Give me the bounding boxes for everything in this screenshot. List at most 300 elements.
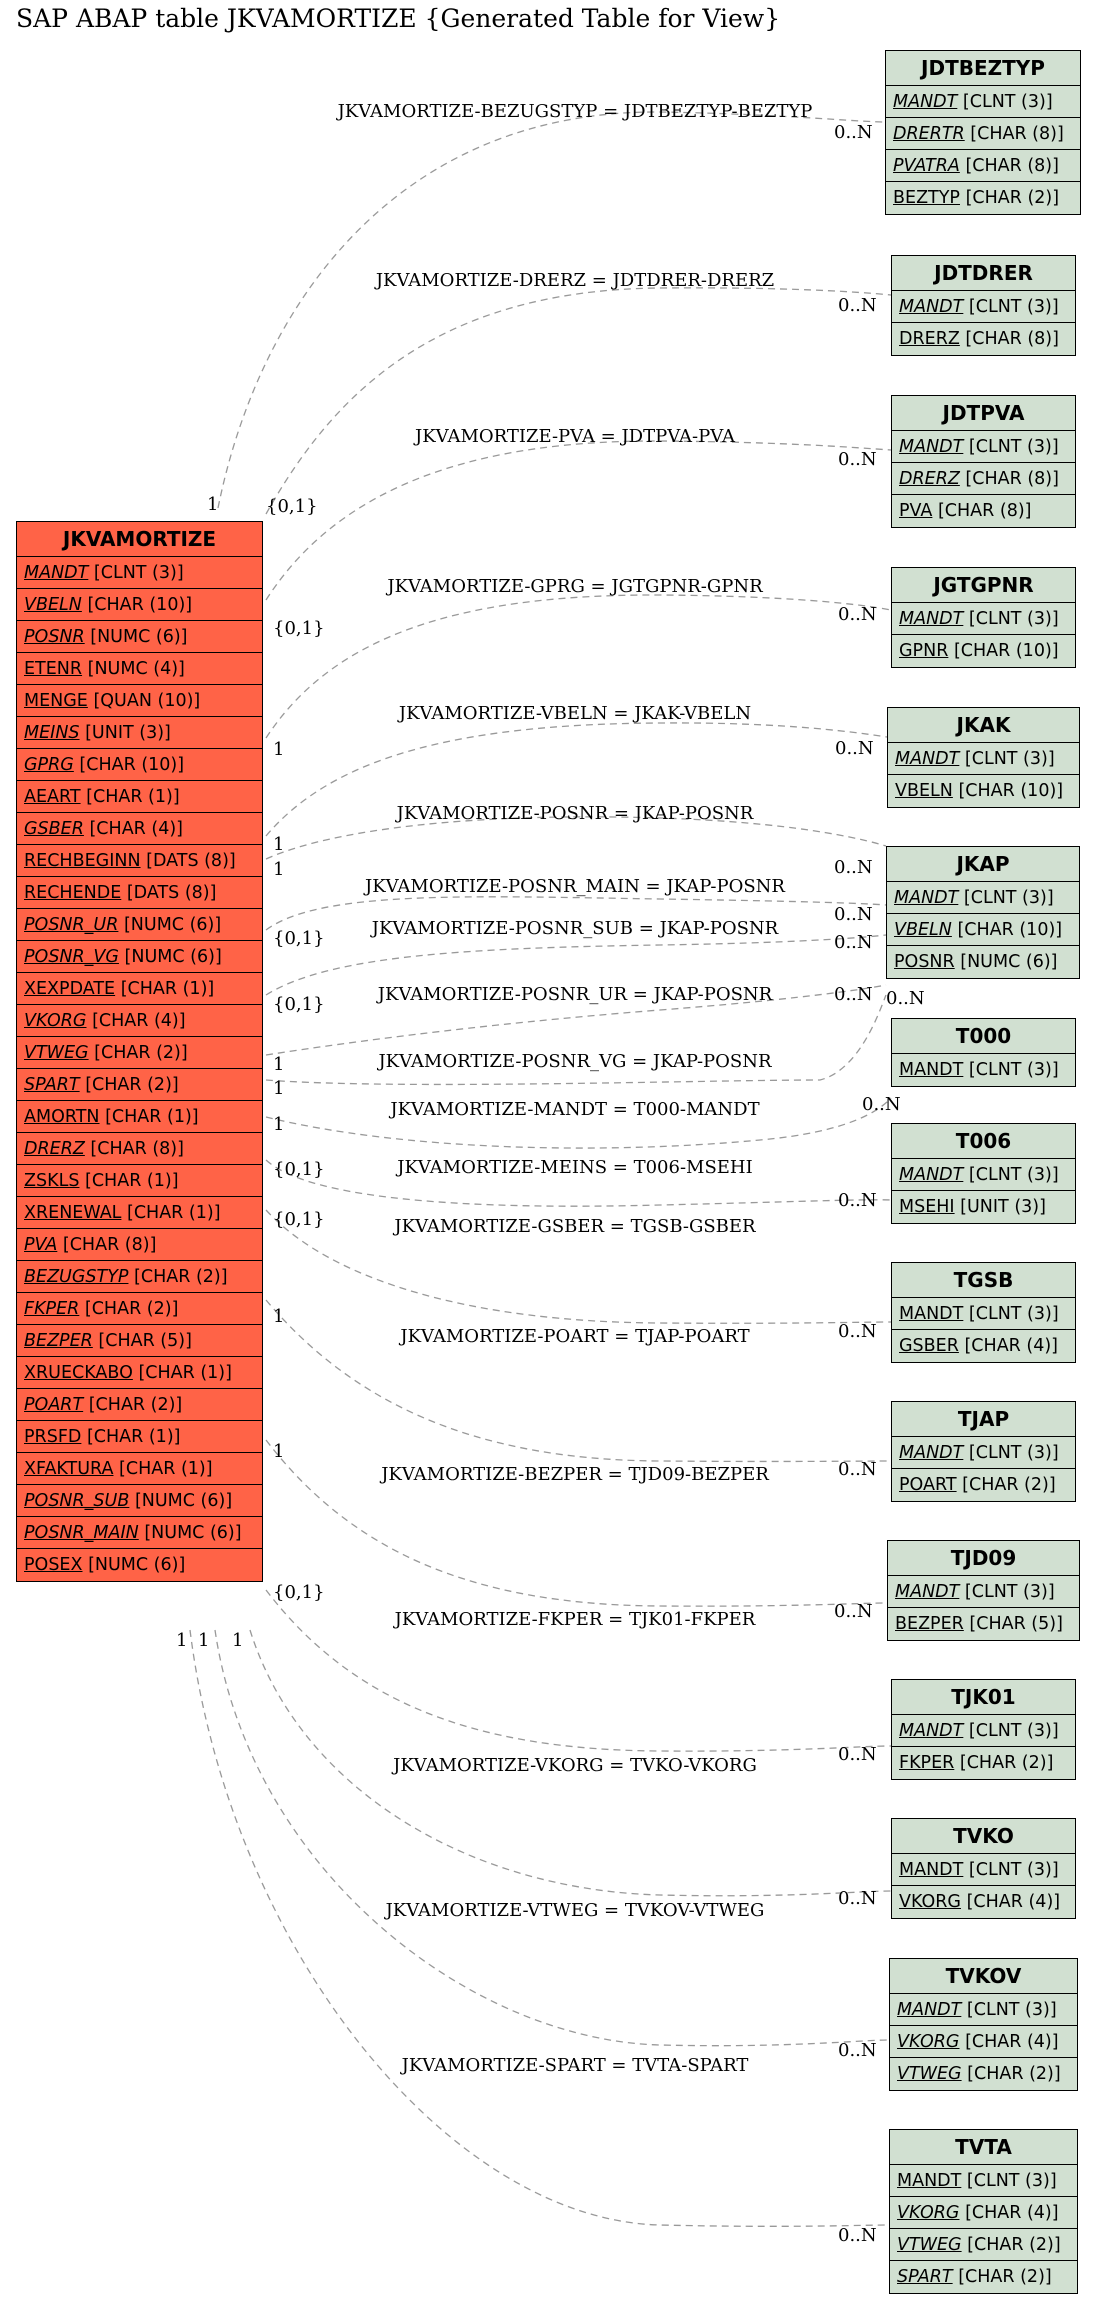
relation-label: JKVAMORTIZE-SPART = TVTA-SPART (401, 2055, 749, 2076)
field-name: PVA (24, 1235, 58, 1255)
field-name: PVATRA (893, 156, 960, 176)
field-type: [CHAR (1)] (86, 787, 180, 807)
field-name: MANDT (897, 2171, 962, 2191)
field-name: MANDT (893, 92, 958, 112)
field-type: [CLNT (3)] (968, 609, 1059, 629)
field-type: [CLNT (3)] (966, 2000, 1057, 2020)
field-name: XRUECKABO (24, 1363, 133, 1383)
field-name: VKORG (897, 2203, 960, 2223)
field-name: MANDT (899, 1060, 964, 1080)
field-row-mandt (892, 1854, 1075, 1886)
table-header: JDTDRER (892, 256, 1075, 291)
field-name: BEZPER (895, 1614, 964, 1634)
field-row-gsber (892, 1330, 1075, 1362)
field-type: [NUMC (6)] (88, 1555, 186, 1575)
field-name: PVA (899, 501, 933, 521)
relation-jkvamortize-poart-tjap-poart (266, 1300, 891, 1480)
field-type: [CHAR (8)] (970, 124, 1064, 144)
source-cardinality: {0,1} (273, 1582, 325, 1603)
relation-label: JKVAMORTIZE-POSNR_UR = JKAP-POSNR (377, 984, 773, 1005)
field-type: [CHAR (8)] (965, 156, 1059, 176)
field-type: [CLNT (3)] (93, 563, 184, 583)
field-name: MANDT (899, 1443, 964, 1463)
field-row-mandt (888, 743, 1079, 775)
field-name: POART (24, 1395, 84, 1415)
field-type: [CHAR (2)] (958, 2267, 1052, 2287)
field-name: FKPER (899, 1753, 955, 1773)
field-row-mandt (892, 1715, 1075, 1747)
relation-jkvamortize-vkorg-tvko-vkorg (232, 1630, 891, 1909)
field-type: [CLNT (3)] (968, 437, 1059, 457)
field-type: [CHAR (10)] (79, 755, 185, 775)
field-row-pvatra (886, 150, 1080, 182)
field-name: AEART (24, 787, 81, 807)
field-type: [CLNT (3)] (966, 2171, 1057, 2191)
field-type: [DATS (8)] (146, 851, 236, 871)
field-row-bezper (17, 1325, 262, 1357)
field-row-drertr (886, 118, 1080, 150)
field-row-vtweg (890, 2058, 1077, 2090)
field-type: [CHAR (1)] (86, 1427, 181, 1447)
field-name: XFAKTURA (24, 1459, 114, 1479)
relation-label: JKVAMORTIZE-BEZPER = TJD09-BEZPER (381, 1464, 769, 1485)
field-type: [CHAR (2)] (959, 1753, 1054, 1773)
field-row-pva (892, 495, 1075, 527)
field-name: XEXPDATE (24, 979, 116, 999)
relation-label: JKVAMORTIZE-BEZUGSTYP = JDTBEZTYP-BEZTYP (337, 101, 813, 122)
relation-label: JKVAMORTIZE-MEINS = T006-MSEHI (397, 1157, 753, 1178)
field-type: [CHAR (2)] (967, 2064, 1061, 2084)
field-name: RECHENDE (24, 883, 122, 903)
field-name: VKORG (899, 1892, 961, 1912)
field-type: [CLNT (3)] (968, 1060, 1059, 1080)
source-cardinality: {0,1} (273, 618, 325, 639)
target-cardinality: 0..N (838, 1190, 877, 1211)
field-row-xrenewal (17, 1197, 262, 1229)
relation-label: JKVAMORTIZE-MANDT = T000-MANDT (390, 1099, 760, 1120)
field-type: [CHAR (1)] (119, 1459, 213, 1479)
relation-jkvamortize-meins-t006-msehi (266, 1157, 891, 1211)
field-type: [CHAR (8)] (965, 329, 1059, 349)
table-jkap (886, 846, 1080, 979)
table-header: T006 (892, 1124, 1075, 1159)
field-name: MSEHI (899, 1197, 955, 1217)
relation-line (218, 112, 885, 508)
field-name: POSNR_VG (24, 947, 119, 967)
source-cardinality: {0,1} (273, 928, 325, 949)
source-cardinality: {0,1} (273, 1209, 325, 1230)
relation-label: JKVAMORTIZE-VTWEG = TVKOV-VTWEG (385, 1900, 765, 1921)
field-name: GPRG (24, 755, 74, 775)
field-row-mandt (890, 1994, 1077, 2026)
table-tvta (889, 2129, 1078, 2294)
relation-jkvamortize-pva-jdtpva-pva (266, 426, 891, 639)
field-type: [CHAR (10)] (87, 595, 193, 615)
field-row-drerz (17, 1133, 262, 1165)
target-cardinality: 0..N (835, 738, 874, 759)
relation-label: JKVAMORTIZE-POSNR = JKAP-POSNR (396, 803, 754, 824)
source-cardinality: 1 (198, 1630, 210, 1651)
field-name: MANDT (894, 888, 959, 908)
source-cardinality: 1 (273, 1114, 285, 1135)
field-type: [NUMC (6)] (90, 627, 188, 647)
field-row-posnr-ur (17, 909, 262, 941)
table-tgsb (891, 1262, 1076, 1363)
relation-jkvamortize-spart-tvta-spart (176, 1630, 889, 2246)
field-name: ETENR (24, 659, 83, 679)
field-row-vkorg (892, 1886, 1075, 1918)
field-row-menge (17, 685, 262, 717)
field-row-mandt (892, 1298, 1075, 1330)
field-name: AMORTN (24, 1107, 100, 1127)
field-type: [CHAR (4)] (92, 1011, 186, 1031)
field-row-mandt (17, 557, 262, 589)
target-cardinality: 0..N (838, 2040, 877, 2061)
field-row-zskls (17, 1165, 262, 1197)
field-type: [NUMC (6)] (123, 915, 222, 935)
field-type: [CHAR (10)] (958, 781, 1064, 801)
field-row-mandt (892, 603, 1075, 635)
target-cardinality: 0..N (838, 2225, 877, 2246)
field-type: [CHAR (2)] (965, 188, 1060, 208)
field-name: ZSKLS (24, 1171, 80, 1191)
field-name: BEZPER (24, 1331, 93, 1351)
field-name: POSEX (24, 1555, 83, 1575)
target-cardinality: 0..N (834, 1601, 873, 1622)
relation-jkvamortize-mandt-t000-mandt (266, 1094, 901, 1148)
field-type: [CLNT (3)] (962, 92, 1053, 112)
field-row-vbeln (887, 914, 1079, 946)
field-row-pva (17, 1229, 262, 1261)
field-name: BEZTYP (893, 188, 960, 208)
field-type: [CHAR (4)] (964, 1336, 1058, 1356)
field-row-mandt (887, 882, 1079, 914)
source-cardinality: 1 (176, 1630, 188, 1651)
source-cardinality: 1 (273, 1078, 285, 1099)
field-type: [CHAR (2)] (85, 1075, 179, 1095)
field-row-gprg (17, 749, 262, 781)
field-type: [CHAR (4)] (965, 2032, 1059, 2052)
field-type: [CHAR (8)] (937, 501, 1032, 521)
relation-jkvamortize-gprg-jgtgpnr-gpnr (266, 576, 891, 760)
source-cardinality: 1 (273, 834, 285, 855)
field-type: [CHAR (8)] (965, 469, 1059, 489)
field-row-posnr (17, 621, 262, 653)
table-jgtgpnr (891, 567, 1076, 668)
field-name: MANDT (897, 2000, 962, 2020)
relation-label: JKVAMORTIZE-POSNR_VG = JKAP-POSNR (378, 1051, 772, 1072)
field-row-gpnr (892, 635, 1075, 667)
field-name: SPART (24, 1075, 80, 1095)
table-header: TJK01 (892, 1680, 1075, 1715)
field-row-bezper (888, 1608, 1079, 1640)
target-cardinality: 0..N (886, 988, 925, 1009)
source-cardinality: 1 (207, 494, 219, 515)
table-header: T000 (892, 1019, 1075, 1054)
field-row-rechende (17, 877, 262, 909)
field-name: VKORG (897, 2032, 960, 2052)
table-jdtdrer (891, 255, 1076, 356)
field-type: [CHAR (2)] (134, 1267, 228, 1287)
field-type: [CHAR (2)] (967, 2235, 1061, 2255)
field-row-msehi (892, 1191, 1075, 1223)
field-row-spart (17, 1069, 262, 1101)
relation-label: JKVAMORTIZE-GPRG = JGTGPNR-GPNR (387, 576, 763, 597)
field-row-mandt (888, 1576, 1079, 1608)
relation-jkvamortize-drerz-jdtdrer-drerz (266, 270, 891, 517)
field-name: MANDT (899, 297, 964, 317)
relation-jkvamortize-bezugstyp-jdtbeztyp-beztyp (207, 101, 885, 515)
field-type: [CLNT (3)] (968, 1165, 1059, 1185)
table-header: TVTA (890, 2130, 1077, 2165)
target-cardinality: 0..N (838, 604, 877, 625)
field-name: POSNR_UR (24, 915, 119, 935)
target-cardinality: 0..N (838, 1744, 877, 1765)
field-type: [CLNT (3)] (968, 1860, 1059, 1880)
field-type: [CLNT (3)] (968, 1721, 1059, 1741)
field-type: [CLNT (3)] (964, 1582, 1055, 1602)
field-row-vtweg (890, 2229, 1077, 2261)
field-type: [CHAR (5)] (98, 1331, 192, 1351)
field-name: MANDT (24, 563, 89, 583)
relation-line (266, 1300, 891, 1461)
field-row-drerz (892, 323, 1075, 355)
field-row-mandt (886, 86, 1080, 118)
field-type: [UNIT (3)] (85, 723, 171, 743)
target-cardinality: 0..N (834, 857, 873, 878)
field-name: MANDT (895, 1582, 960, 1602)
source-cardinality: {0,1} (266, 496, 318, 517)
source-cardinality: {0,1} (273, 1159, 325, 1180)
field-name: MANDT (899, 437, 964, 457)
field-row-poart (17, 1389, 262, 1421)
field-type: [CHAR (8)] (90, 1139, 184, 1159)
field-name: VBELN (895, 781, 953, 801)
field-row-vkorg (17, 1005, 262, 1037)
field-row-meins (17, 717, 262, 749)
field-name: MEINS (24, 723, 80, 743)
field-type: [CHAR (1)] (127, 1203, 221, 1223)
field-row-xfaktura (17, 1453, 262, 1485)
field-row-posnr-sub (17, 1485, 262, 1517)
field-type: [NUMC (6)] (960, 952, 1058, 972)
field-type: [CHAR (1)] (120, 979, 215, 999)
field-row-mandt (892, 1054, 1075, 1086)
target-cardinality: 0..N (834, 122, 873, 143)
target-cardinality: 0..N (838, 1321, 877, 1342)
field-row-gsber (17, 813, 262, 845)
relation-jkvamortize-vtweg-tvkov-vtweg (198, 1630, 889, 2061)
field-row-mandt (892, 1437, 1075, 1469)
field-name: RECHBEGINN (24, 851, 141, 871)
field-name: POART (899, 1475, 957, 1495)
field-name: MANDT (899, 1721, 964, 1741)
relation-label: JKVAMORTIZE-PVA = JDTPVA-PVA (415, 426, 735, 447)
table-header: TJAP (892, 1402, 1075, 1437)
field-type: [CHAR (4)] (966, 1892, 1061, 1912)
table-tjd09 (887, 1540, 1080, 1641)
table-tvkov (889, 1958, 1078, 2091)
table-header: TJD09 (888, 1541, 1079, 1576)
field-row-beztyp (886, 182, 1080, 214)
field-type: [DATS (8)] (126, 883, 217, 903)
target-cardinality: 0..N (834, 984, 873, 1005)
field-row-etenr (17, 653, 262, 685)
field-name: MENGE (24, 691, 88, 711)
field-name: POSNR_MAIN (24, 1523, 139, 1543)
source-cardinality: {0,1} (273, 994, 325, 1015)
relation-jkvamortize-vbeln-jkak-vbeln (266, 703, 887, 855)
target-cardinality: 0..N (838, 449, 877, 470)
table-header: JKAP (887, 847, 1079, 882)
table-header: JDTBEZTYP (886, 51, 1080, 86)
field-name: VTWEG (24, 1043, 89, 1063)
relation-jkvamortize-posnr-jkap-posnr (266, 803, 886, 880)
field-row-mandt (890, 2165, 1077, 2197)
table-jdtbeztyp (885, 50, 1081, 215)
field-row-vtweg (17, 1037, 262, 1069)
field-type: [CHAR (10)] (953, 641, 1059, 661)
target-cardinality: 0..N (838, 295, 877, 316)
relation-label: JKVAMORTIZE-POART = TJAP-POART (400, 1326, 750, 1347)
field-type: [CHAR (2)] (94, 1043, 188, 1063)
target-cardinality: 0..N (834, 904, 873, 925)
field-name: FKPER (24, 1299, 80, 1319)
field-type: [CLNT (3)] (963, 888, 1054, 908)
target-cardinality: 0..N (838, 1459, 877, 1480)
field-type: [CLNT (3)] (968, 297, 1059, 317)
field-type: [CHAR (5)] (969, 1614, 1063, 1634)
field-name: DRERTR (893, 124, 965, 144)
target-cardinality: 0..N (834, 932, 873, 953)
field-type: [CHAR (2)] (962, 1475, 1056, 1495)
table-tjap (891, 1401, 1076, 1502)
field-row-drerz (892, 463, 1075, 495)
field-row-rechbeginn (17, 845, 262, 877)
source-cardinality: 1 (232, 1630, 244, 1651)
field-type: [NUMC (6)] (124, 947, 222, 967)
field-row-fkper (17, 1293, 262, 1325)
relation-jkvamortize-gsber-tgsb-gsber (266, 1209, 891, 1342)
field-row-vkorg (890, 2026, 1077, 2058)
field-row-aeart (17, 781, 262, 813)
source-cardinality: 1 (273, 739, 285, 760)
table-tjk01 (891, 1679, 1076, 1780)
field-name: PRSFD (24, 1427, 82, 1447)
field-name: MANDT (899, 1860, 964, 1880)
field-type: [NUMC (6)] (134, 1491, 233, 1511)
field-type: [UNIT (3)] (960, 1197, 1046, 1217)
field-name: XRENEWAL (24, 1203, 122, 1223)
field-row-posex (17, 1549, 262, 1581)
relation-label: JKVAMORTIZE-DRERZ = JDTDRER-DRERZ (375, 270, 775, 291)
field-type: [CHAR (2)] (84, 1299, 179, 1319)
relation-label: JKVAMORTIZE-FKPER = TJK01-FKPER (394, 1609, 756, 1630)
table-header: TVKOV (890, 1959, 1077, 1994)
table-header: JKVAMORTIZE (17, 522, 262, 557)
field-type: [CHAR (4)] (965, 2203, 1059, 2223)
field-name: MANDT (895, 749, 960, 769)
field-row-mandt (892, 431, 1075, 463)
table-jkak (887, 707, 1080, 808)
field-name: VTWEG (897, 2064, 962, 2084)
field-name: SPART (897, 2267, 953, 2287)
relation-label: JKVAMORTIZE-VBELN = JKAK-VBELN (398, 703, 752, 724)
field-row-vbeln (888, 775, 1079, 807)
table-header: JKAK (888, 708, 1079, 743)
table-header: JDTPVA (892, 396, 1075, 431)
field-type: [CHAR (2)] (88, 1395, 183, 1415)
field-type: [CLNT (3)] (968, 1443, 1059, 1463)
field-type: [CHAR (1)] (105, 1107, 199, 1127)
relation-label: JKVAMORTIZE-VKORG = TVKO-VKORG (393, 1755, 757, 1776)
table-jdtpva (891, 395, 1076, 528)
field-name: DRERZ (24, 1139, 85, 1159)
source-cardinality: 1 (273, 1306, 285, 1327)
source-cardinality: 1 (273, 1441, 285, 1462)
field-row-bezugstyp (17, 1261, 262, 1293)
diagram-title: SAP ABAP table JKVAMORTIZE {Generated Table for View} (16, 4, 781, 33)
field-row-amortn (17, 1101, 262, 1133)
field-row-vbeln (17, 589, 262, 621)
field-type: [CHAR (1)] (85, 1171, 179, 1191)
field-row-poart (892, 1469, 1075, 1501)
field-name: POSNR (894, 952, 955, 972)
source-cardinality: 1 (273, 1054, 285, 1075)
table-t006 (891, 1123, 1076, 1224)
field-name: POSNR_SUB (24, 1491, 130, 1511)
field-name: VTWEG (897, 2235, 962, 2255)
table-header: TVKO (892, 1819, 1075, 1854)
relation-label: JKVAMORTIZE-POSNR_MAIN = JKAP-POSNR (364, 876, 786, 897)
field-row-posnr (887, 946, 1079, 978)
target-cardinality: 0..N (838, 1888, 877, 1909)
field-type: [CLNT (3)] (964, 749, 1055, 769)
field-name: BEZUGSTYP (24, 1267, 129, 1287)
relation-label: JKVAMORTIZE-GSBER = TGSB-GSBER (394, 1216, 756, 1237)
table-header: JGTGPNR (892, 568, 1075, 603)
table-header: TGSB (892, 1263, 1075, 1298)
relation-jkvamortize-fkper-tjk01-fkper (266, 1582, 891, 1765)
field-name: DRERZ (899, 329, 960, 349)
field-row-vkorg (890, 2197, 1077, 2229)
field-name: MANDT (899, 1304, 964, 1324)
field-name: GSBER (24, 819, 84, 839)
field-name: MANDT (899, 609, 964, 629)
field-name: GSBER (899, 1336, 959, 1356)
target-cardinality: 0..N (862, 1094, 901, 1115)
field-name: GPNR (899, 641, 949, 661)
field-name: VKORG (24, 1011, 87, 1031)
relation-line (266, 288, 891, 514)
field-type: [CHAR (10)] (957, 920, 1063, 940)
field-name: POSNR (24, 627, 85, 647)
field-row-spart (890, 2261, 1077, 2293)
field-row-posnr-main (17, 1517, 262, 1549)
field-name: VBELN (894, 920, 952, 940)
field-row-fkper (892, 1747, 1075, 1779)
field-type: [CHAR (8)] (62, 1235, 157, 1255)
table-tvko (891, 1818, 1076, 1919)
source-cardinality: 1 (273, 859, 285, 880)
field-type: [CHAR (4)] (89, 819, 183, 839)
field-row-xrueckabo (17, 1357, 262, 1389)
field-type: [CLNT (3)] (968, 1304, 1059, 1324)
relation-jkvamortize-bezper-tjd09-bezper (266, 1440, 887, 1622)
field-type: [NUMC (4)] (87, 659, 185, 679)
table-jkvamortize (16, 521, 263, 1582)
field-row-posnr-vg (17, 941, 262, 973)
